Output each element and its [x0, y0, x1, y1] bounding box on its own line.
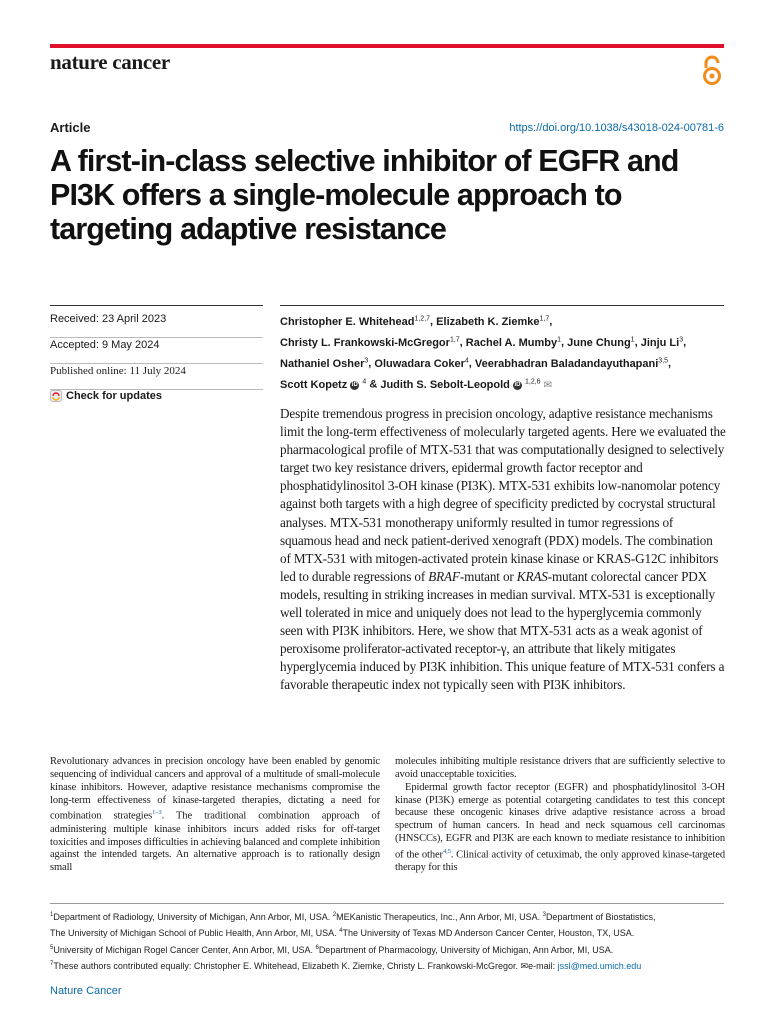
- author[interactable]: Rachel A. Mumby$^1$: [465, 336, 561, 349]
- divider: [50, 305, 263, 306]
- article-title: A first-in-class selective inhibitor of EGFR and PI3K offers a single-molecule approach to targeting adaptive resistance: [50, 144, 679, 246]
- author[interactable]: Nathaniel Osher$^3$: [280, 357, 369, 370]
- author[interactable]: June Chung$^1$: [567, 336, 635, 349]
- check-updates-icon: [50, 390, 62, 402]
- author[interactable]: Judith S. Sebolt-Leopold iD $^{1,2,6}$ ✉: [380, 378, 553, 392]
- body-column-right: [395, 756, 725, 875]
- email-icon[interactable]: ✉: [543, 380, 553, 392]
- author[interactable]: Veerabhadran Baladandayuthapani$^{3,5}$: [474, 357, 669, 370]
- author[interactable]: Oluwadara Coker$^4$: [374, 357, 469, 370]
- article-type: Article: [50, 120, 91, 135]
- author[interactable]: Elizabeth K. Ziemke$^{1,7}$: [436, 315, 550, 328]
- author-list: Christopher E. Whitehead$^{1,2,7}$, Elizabeth K. Ziemke$^{1,7}$, Christy L. Frankowski-McGregor$^{1,7}$, Rachel A. Mumby$^1$, June Chung$^1$, Jinju Li$^3$, Nathaniel Osher$^3$, Oluwadara Coker$^4$, Veerabhadran Baladandayuthapani$^{3,5}$, Scott Kopetz iD $^4$ & Judith S. Sebolt-Leopold iD $^{1,2,6}$ ✉: [280, 315, 687, 392]
- published-date: Published online: 11 July 2024: [50, 364, 263, 390]
- body-paragraph: Revolutionary advances in precision oncology have been enabled by genomic sequencing of individual cancers and approval of a multitude of small-molecule kinase inhibitors. However, adaptive resistance mechanisms compromise the long-term effectiveness of kinase-targeted therapies, dictating a need for combination strategies$^{1-3}$. The traditional combination approach of administering multiple kinase inhibitors incurs added risks for off-target toxicities and imposes difficulties in achieving balanced and complete inhibition against the intended targets. An alternative approach is to rationally design small: [50, 756, 380, 874]
- body-paragraph: Epidermal growth factor receptor (EGFR) and phosphatidylinositol 3-OH kinase (PI3K) emerge as potential cotargeting candidates to test this concept because these oncogenic kinases drive adaptive resistance across a broad spectrum of human cancers. In head and neck squamous cell carcinomas (HNSCCs), EGFR and PI3K are each known to mediate resistance to inhibition of the other$^{4,5}$. Clinical activity of cetuximab, the only approved kinase-targeted therapy for this: [395, 781, 725, 874]
- affiliation-line: The University of Michigan School of Public Health, Ann Arbor, MI, USA. $^4$The University of Texas MD Anderson Cancer Center, Houston, TX, USA.: [50, 928, 635, 939]
- orcid-icon[interactable]: iD: [351, 381, 358, 388]
- orcid-icon[interactable]: iD: [514, 381, 521, 388]
- author[interactable]: Scott Kopetz iD $^4$: [280, 378, 367, 392]
- abstract: Despite tremendous progress in precision oncology, adaptive resistance mechanisms limit the long-term effectiveness of molecularly targeted agents. Here we evaluated the pharmacological profile of MTX-531 that was computationally designed to selectively target two key resistance drivers, epidermal growth factor receptor and phosphatidylinositol 3-OH kinase (PI3K). MTX-531 exhibits low-nanomolar potency against both targets with a high degree of specificity predicted by cocrystal structural analyses. MTX-531 monotherapy uniformly resulted in tumor regressions of squamous head and neck patient-derived xenograft (PDX) models. The combination of MTX-531 with mitogen-activated protein kinase kinase or KRAS-G12C inhibitors led to durable regressions of BRAF-mutant or KRAS-mutant colorectal cancer PDX models, resulting in striking increases in median survival. MTX-531 is exceptionally well tolerated in mice and uniquely does not lead to the hyperglycemia commonly seen with PI3K inhibitors. Here, we show that MTX-531 acts as a weak agonist of peroxisome proliferator-activated receptor-γ, an attribute that likely mitigates hyperglycemia induced by PI3K inhibition. This unique feature of MTX-531 confers a favorable therapeutic index not typically seen with PI3K inhibitors.: [280, 406, 726, 693]
- check-for-updates-button[interactable]: Check for updates: [50, 390, 263, 402]
- author[interactable]: Jinju Li$^3$: [640, 336, 684, 349]
- body-column-left: [50, 756, 380, 875]
- affiliation-line: $^5$University of Michigan Rogel Cancer Center, Ann Arbor, MI, USA. $^6$Department of Pharmacology, University of Michigan, Ann Arbor, MI, USA.: [50, 944, 614, 955]
- divider: [280, 305, 724, 306]
- email-link[interactable]: jssl@med.umich.edu: [557, 961, 642, 972]
- footnote-divider: [50, 903, 724, 904]
- header-rule: [50, 44, 724, 48]
- author[interactable]: Christopher E. Whitehead$^{1,2,7}$: [280, 315, 431, 328]
- open-access-icon: [700, 54, 724, 86]
- body-paragraph: molecules inhibiting multiple resistance drivers that are sufficiently selective to avoid unacceptable toxicities.: [395, 756, 725, 780]
- email-icon: ✉: [520, 961, 529, 972]
- journal-name[interactable]: nature cancer: [50, 50, 170, 74]
- affiliations: [50, 908, 730, 974]
- affiliation-line: $^7$These authors contributed equally: Christopher E. Whitehead, Elizabeth K. Ziemke, Christy L. Frankowski-McGregor. ✉e-mail: jssl@med.umich.edu: [50, 961, 642, 972]
- footer-journal-name[interactable]: Nature Cancer: [50, 985, 122, 997]
- affiliation-line: $^1$Department of Radiology, University of Michigan, Ann Arbor, MI, USA. $^2$MEKanistic Therapeutics, Inc., Ann Arbor, MI, USA. $^3$Department of Biostatistics,: [50, 912, 656, 922]
- accepted-date: Accepted: 9 May 2024: [50, 338, 263, 364]
- author[interactable]: Christy L. Frankowski-McGregor$^{1,7}$: [280, 336, 460, 349]
- article-dates: [50, 312, 263, 402]
- received-date: Received: 23 April 2023: [50, 312, 263, 338]
- doi-link[interactable]: https://doi.org/10.1038/s43018-024-00781-6: [509, 122, 724, 134]
- citation-link[interactable]: 1–3: [152, 809, 162, 817]
- citation-link[interactable]: 4,5: [442, 847, 451, 855]
